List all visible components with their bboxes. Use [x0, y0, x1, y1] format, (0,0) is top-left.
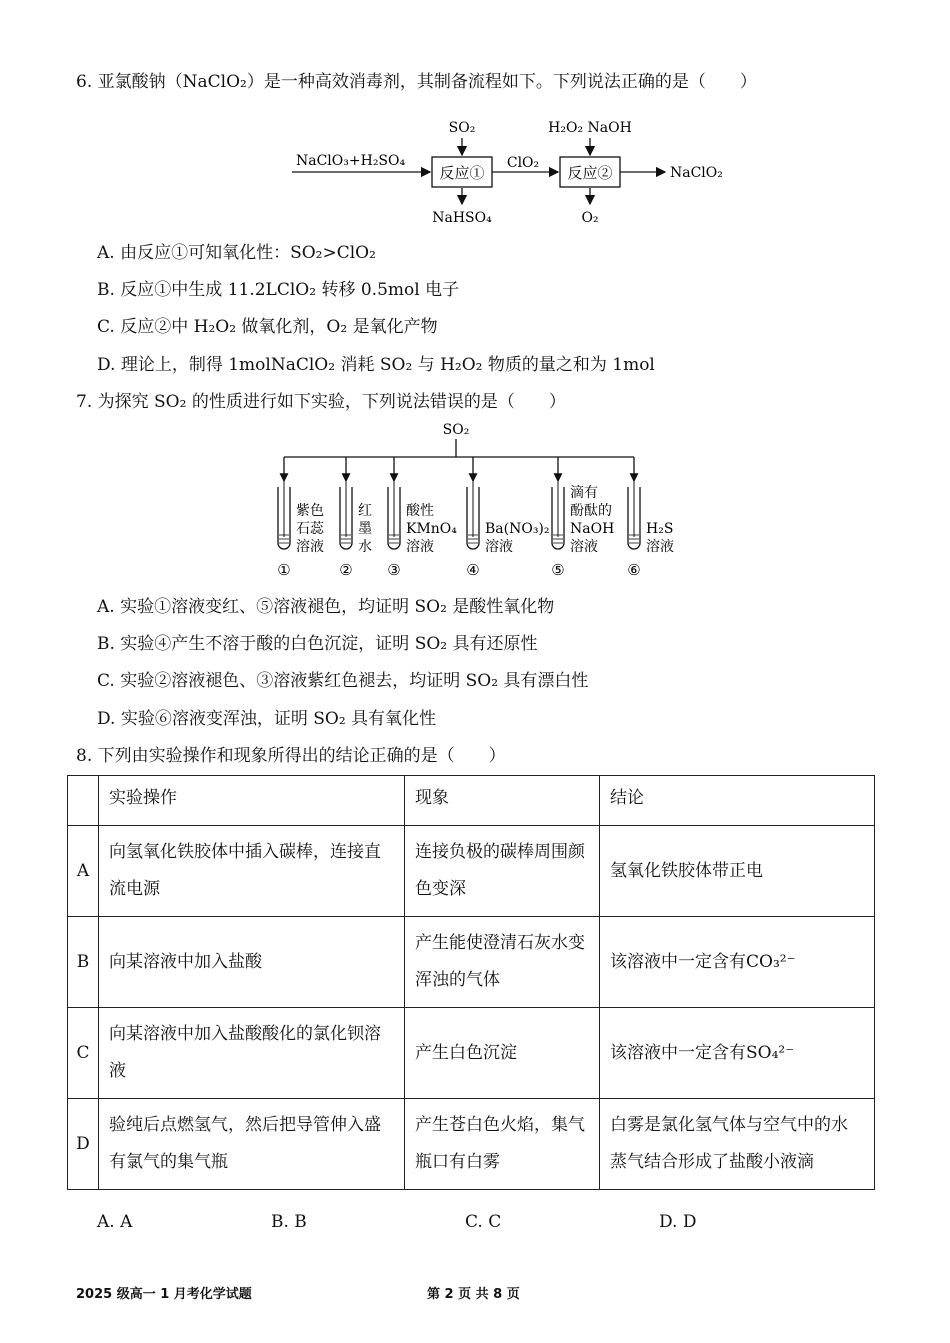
test-tube-label: 溶液 — [296, 539, 324, 555]
test-tube-number: ⑤ — [551, 561, 565, 579]
q6-option-c: C. 反应②中 H₂O₂ 做氧化剂，O₂ 是氧化产物 — [97, 317, 438, 337]
q8-row-operation: 向某溶液中加入盐酸 — [99, 917, 405, 1008]
q8-table — [67, 775, 875, 1190]
q7-gas-label: SO₂ — [442, 422, 470, 438]
test-tube-label: 水 — [358, 539, 372, 555]
q8-row-conclusion: 氢氧化铁胶体带正电 — [600, 826, 875, 917]
footer-page-number: 第 2 页 共 8 页 — [427, 1287, 520, 1302]
test-tube-4 — [466, 457, 549, 579]
q8-header-row — [68, 776, 875, 826]
q6-byproduct1: NaHSO₄ — [432, 210, 492, 226]
q8-row-operation: 验纯后点燃氢气，然后把导管伸入盛有氯气的集气瓶 — [99, 1099, 405, 1190]
q6-product: NaClO₂ — [670, 165, 723, 181]
q6-stem: 6. 亚氯酸钠（NaClO₂）是一种高效消毒剂，其制备流程如下。下列说法正确的是（ ） — [76, 72, 757, 92]
q8-answer-a: A. A — [97, 1212, 133, 1232]
test-tube-number: ③ — [387, 561, 401, 579]
q8-row-phenomenon: 产生苍白色火焰，集气瓶口有白雾 — [405, 1099, 600, 1190]
test-tube-label: NaOH — [570, 521, 615, 537]
q8-row-label: D — [68, 1099, 99, 1190]
q8-header-blank — [68, 776, 99, 826]
test-tube-label: 溶液 — [646, 539, 674, 555]
test-tube-label: Ba(NO₃)₂ — [485, 521, 550, 537]
test-tube-label: 酚酞的 — [570, 503, 612, 519]
test-tube-3 — [387, 457, 457, 579]
q6-option-d: D. 理论上，制得 1molNaClO₂ 消耗 SO₂ 与 H₂O₂ 物质的量之和为 1mol — [97, 355, 655, 375]
q6-flow-diagram — [280, 112, 740, 232]
q6-box2-label: 反应② — [567, 164, 613, 182]
q8-header-conclusion: 结论 — [600, 776, 875, 826]
q8-answer-c: C. C — [465, 1212, 502, 1232]
q6-input: NaClO₃+H₂SO₄ — [296, 153, 406, 169]
q7-tubes-diagram — [270, 415, 674, 585]
q6-option-b: B. 反应①中生成 11.2LClO₂ 转移 0.5mol 电子 — [97, 280, 460, 300]
q8-row-conclusion: 该溶液中一定含有CO₃²⁻ — [600, 917, 875, 1008]
test-tube-number: ② — [339, 561, 353, 579]
q7-option-d: D. 实验⑥溶液变浑浊，证明 SO₂ 具有氧化性 — [97, 709, 437, 729]
test-tube-label: 紫色 — [296, 503, 324, 519]
table-row — [68, 826, 875, 917]
q8-row-label: B — [68, 917, 99, 1008]
footer-exam-title: 2025 级高一 1 月考化学试题 — [76, 1287, 252, 1302]
test-tube-number: ① — [277, 561, 291, 579]
q8-stem: 8. 下列由实验操作和现象所得出的结论正确的是（ ） — [76, 746, 506, 766]
q6-byproduct2: O₂ — [581, 210, 599, 226]
table-row — [68, 1008, 875, 1099]
q7-option-c: C. 实验②溶液褪色、③溶液紫红色褪去，均证明 SO₂ 具有漂白性 — [97, 671, 589, 691]
test-tube-number: ④ — [466, 561, 480, 579]
test-tube-2 — [339, 457, 372, 579]
q8-row-conclusion: 该溶液中一定含有SO₄²⁻ — [600, 1008, 875, 1099]
q6-box1-label: 反应① — [439, 164, 485, 182]
q6-reagent1: SO₂ — [448, 120, 476, 136]
test-tube-6 — [627, 457, 674, 579]
test-tube-label: H₂S — [646, 521, 674, 537]
q7-option-b: B. 实验④产生不溶于酸的白色沉淀，证明 SO₂ 具有还原性 — [97, 634, 538, 654]
q8-row-operation: 向某溶液中加入盐酸酸化的氯化钡溶液 — [99, 1008, 405, 1099]
test-tube-5 — [551, 457, 614, 579]
test-tube-label: 溶液 — [570, 539, 598, 555]
test-tube-number: ⑥ — [627, 561, 641, 579]
test-tube-label: 墨 — [358, 521, 372, 537]
q7-stem: 7. 为探究 SO₂ 的性质进行如下实验，下列说法错误的是（ ） — [76, 392, 566, 412]
test-tube-label: KMnO₄ — [406, 521, 457, 537]
test-tube-label: 红 — [358, 503, 372, 519]
q8-row-phenomenon: 产生白色沉淀 — [405, 1008, 600, 1099]
q8-row-operation: 向氢氧化铁胶体中插入碳棒，连接直流电源 — [99, 826, 405, 917]
test-tube-label: 滴有 — [570, 485, 598, 501]
q6-option-a: A. 由反应①可知氧化性：SO₂>ClO₂ — [97, 243, 376, 263]
test-tube-label: 溶液 — [485, 539, 513, 555]
q7-option-a: A. 实验①溶液变红、⑤溶液褪色，均证明 SO₂ 是酸性氧化物 — [97, 597, 555, 617]
q6-intermediate: ClO₂ — [506, 155, 540, 171]
q8-row-phenomenon: 连接负极的碳棒周围颜色变深 — [405, 826, 600, 917]
q8-row-conclusion: 白雾是氯化氢气体与空气中的水蒸气结合形成了盐酸小液滴 — [600, 1099, 875, 1190]
q8-row-phenomenon: 产生能使澄清石灰水变浑浊的气体 — [405, 917, 600, 1008]
test-tube-label: 酸性 — [406, 503, 434, 519]
test-tube-label: 石蕊 — [296, 521, 324, 537]
q8-answer-d: D. D — [659, 1212, 697, 1232]
q8-header-operation: 实验操作 — [99, 776, 405, 826]
q6-reagent2: H₂O₂ NaOH — [548, 120, 632, 136]
test-tube-1 — [277, 457, 325, 579]
test-tube-label: 溶液 — [406, 539, 434, 555]
q8-row-label: C — [68, 1008, 99, 1099]
q8-header-phenomenon: 现象 — [405, 776, 600, 826]
table-row — [68, 1099, 875, 1190]
q8-row-label: A — [68, 826, 99, 917]
q8-answer-b: B. B — [271, 1212, 307, 1232]
table-row — [68, 917, 875, 1008]
